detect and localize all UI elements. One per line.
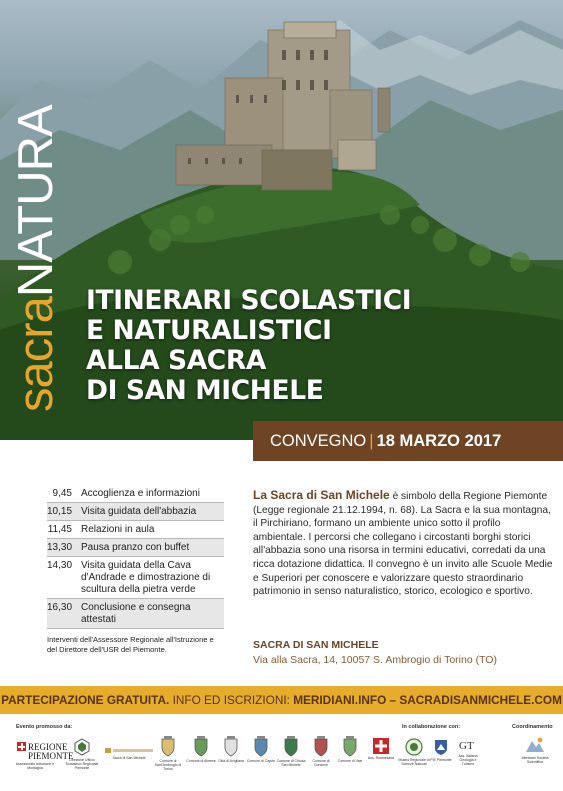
cross-logo [373, 738, 389, 754]
title-line: ALLA SACRA [86, 345, 266, 376]
logo-caption: Direzione Ufficio Scolastico Regionale Piemonte [65, 758, 99, 770]
comune-logo [274, 735, 308, 767]
crest-icon [160, 735, 176, 757]
usr-piemonte-logo [62, 738, 102, 770]
schedule-row [47, 557, 224, 599]
event-date: 18 MARZO 2017 [376, 432, 502, 450]
crest-icon [193, 735, 209, 757]
museo-logo [398, 738, 430, 766]
logo-caption: Meridiani Società Scientifica [521, 756, 549, 764]
schedule-activity: Visita guidata della Cava d'Andrade e dimostrazione di scultura della pietra verde [81, 560, 211, 595]
logo-caption: Comune di Sant'Ambrogio di Torino [154, 759, 182, 771]
schedule-row [47, 503, 224, 521]
logo-caption: Comune di Almese [186, 759, 216, 763]
title-line: DI SAN MICHELE [86, 375, 324, 406]
meridiani-logo [518, 736, 552, 764]
schedule-time: 14,30 [47, 560, 73, 571]
page-title [86, 286, 526, 406]
logo-caption: Sacra di San Michele [112, 756, 146, 760]
logo-caption: Comune di Caprie [246, 759, 276, 763]
museum-logo [405, 738, 423, 756]
schedule-time: 10,15 [47, 506, 73, 517]
logo-caption: Comune di Condove [312, 759, 330, 767]
logo-caption: Comune di Chiusa San Michele [276, 759, 306, 767]
comune-logo [246, 735, 276, 763]
logo-caption: Museo Regionale di Scienze Naturali [398, 758, 430, 766]
regione-flag-icon [17, 742, 26, 751]
schedule-table [47, 485, 224, 655]
logo-caption: Comune di Vaie [337, 759, 363, 763]
geologia-turismo-logo [454, 738, 482, 766]
sacranatura-logo [9, 105, 63, 412]
schedule-activity: Conclusione e consegna attestati [81, 602, 191, 625]
crest-icon [253, 735, 269, 757]
rosminiana-logo [364, 738, 398, 760]
info-banner [0, 686, 563, 714]
svg-text:GT: GT [459, 740, 474, 752]
title-line: ITINERARI SCOLASTICI [86, 285, 412, 316]
promoted-by-label: Evento promosso da: [16, 724, 73, 730]
sacra-san-michele-logo [104, 746, 154, 760]
gt-logo [458, 738, 478, 752]
banner-info-label: INFO ED ISCRIZIONI: [169, 693, 294, 707]
schedule-row [47, 521, 224, 539]
event-separator: | [369, 432, 374, 450]
comune-logo [216, 735, 246, 763]
schedule-row [47, 485, 224, 503]
schedule-activity: Accoglienza e informazioni [81, 488, 200, 499]
venue-name: SACRA DI SAN MICHELE [253, 639, 379, 651]
schedule-time: 16,30 [47, 602, 73, 613]
venue-block [253, 638, 553, 668]
schedule-activity: Pausa pranzo con buffet [81, 542, 190, 553]
logo-caption: Ass. Italiana Geologia e Turismo [458, 754, 478, 766]
comune-logo [306, 735, 336, 767]
schedule-note: Interventi dell'Assessore Regionale all'Istruzione e del Direttore dell'USR del Piemonte. [47, 635, 214, 654]
meridiani-logo-icon [525, 736, 545, 754]
event-date-bar [253, 421, 563, 461]
sacra-logo [105, 746, 153, 754]
brand-part-sacra: sacra [9, 297, 63, 412]
schedule-time: 9,45 [52, 488, 72, 499]
event-type: CONVEGNO [270, 432, 367, 450]
fie-logo [434, 738, 448, 756]
crest-icon [223, 735, 239, 757]
description-body: è simbolo della Regione Piemonte (Legge regionale 21.12.1994, n. 68). La Sacra e la sua montagna, il Pirchiriano, formano un ambiente unico sotto il profilo ambientale. I percorsi che collegano i circostanti borghi storici all'abbazia sono una risorsa in termini educativi, corredati da una ricca dotazione didattica. Il convegno è un invito alle Scuole Medie e Superiori per conoscere e valorizzare questo straordinario patrimonio in senso naturalistico, storico, ecologico e sportivo. [253, 491, 553, 598]
schedule-row [47, 599, 224, 629]
crest-icon [283, 735, 299, 757]
comune-logo [186, 735, 216, 763]
regione-name-line1: REGIONE [28, 742, 68, 752]
regione-name-line2: PIEMONTE [28, 751, 74, 761]
comune-logo [150, 735, 186, 771]
comune-logo [336, 735, 364, 763]
description-lead: La Sacra di San Michele [253, 488, 390, 502]
logo-caption: FIE Piemonte [430, 758, 452, 762]
schedule-activity: Visita guidata dell'abbazia [81, 506, 197, 517]
description-text [253, 489, 553, 599]
banner-free-entry: PARTECIPAZIONE GRATUITA. [1, 693, 170, 707]
collaboration-label: In collaborazione con: [402, 724, 461, 730]
coordination-label: Coordinamento [512, 724, 553, 730]
brand-part-natura: NATURA [9, 105, 63, 298]
schedule-time: 11,45 [47, 524, 72, 535]
schedule-row [47, 539, 224, 557]
sponsor-logos [0, 720, 563, 791]
banner-websites[interactable]: MERIDIANI.INFO – SACRADISANMICHELE.COM [293, 693, 562, 707]
logo-caption: Assessorato Istruzione e Montagna [15, 762, 55, 770]
fie-piemonte-logo [428, 738, 454, 762]
venue-address: Via alla Sacra, 14, 10057 S. Ambrogio di Torino (TO) [253, 654, 497, 666]
title-line: E NATURALISTICI [86, 315, 332, 346]
schedule-activity: Relazioni in aula [81, 524, 155, 535]
logo-caption: Città di Avigliana [218, 759, 244, 763]
logo-caption: Ass. Rosminiana [367, 756, 395, 760]
emblem-icon [74, 738, 90, 756]
crest-icon [313, 735, 329, 757]
schedule-time: 13,30 [47, 542, 73, 553]
crest-icon [342, 735, 358, 757]
